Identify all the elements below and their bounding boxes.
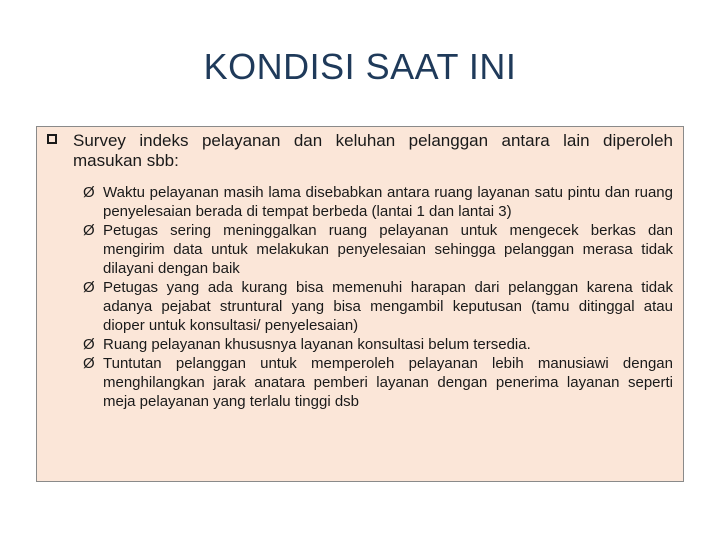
slide-title: KONDISI SAAT INI [203, 46, 517, 87]
sub-bullet-item [83, 183, 673, 221]
arrow-bullet-icon: Ø [83, 336, 95, 353]
sub-bullet-list [45, 183, 673, 411]
arrow-bullet-icon: Ø [83, 222, 95, 239]
main-bullet [45, 131, 673, 171]
sub-bullet-item [83, 354, 673, 411]
sub-bullet-text: Petugas sering meninggalkan ruang pelayanan untuk mengecek berkas dan mengirim data untuk melakukan penyelesaian sehingga pelanggan merasa tidak dilayani dengan baik [103, 222, 673, 277]
sub-bullet-text: Tuntutan pelanggan untuk memperoleh pelayanan lebih manusiawi dengan menghilangkan jarak anatara pemberi layanan dengan penerima layanan seperti meja pelayanan yang terlalu tinggi dsb [103, 355, 673, 410]
sub-bullet-text: Ruang pelayanan khususnya layanan konsultasi belum tersedia. [103, 336, 531, 353]
sub-bullet-item [83, 221, 673, 278]
sub-bullet-item [83, 278, 673, 335]
arrow-bullet-icon: Ø [83, 279, 95, 296]
arrow-bullet-icon: Ø [83, 355, 95, 372]
checkbox-bullet-icon [47, 134, 57, 144]
main-bullet-text: Survey indeks pelayanan dan keluhan pelanggan antara lain diperoleh masukan sbb: [73, 131, 673, 170]
arrow-bullet-icon: Ø [83, 184, 95, 201]
content-panel [36, 126, 684, 482]
sub-bullet-text: Waktu pelayanan masih lama disebabkan antara ruang layanan satu pintu dan ruang penyelesaian berada di tempat berbeda (lantai 1 dan lantai 3) [103, 184, 673, 220]
sub-bullet-item [83, 335, 673, 354]
sub-bullet-text: Petugas yang ada kurang bisa memenuhi harapan dari pelanggan karena tidak adanya pejabat struntural yang bisa mengambil keputusan (tamu ditinggal atau dioper untuk konsultasi/ penyelesaian) [103, 279, 673, 334]
